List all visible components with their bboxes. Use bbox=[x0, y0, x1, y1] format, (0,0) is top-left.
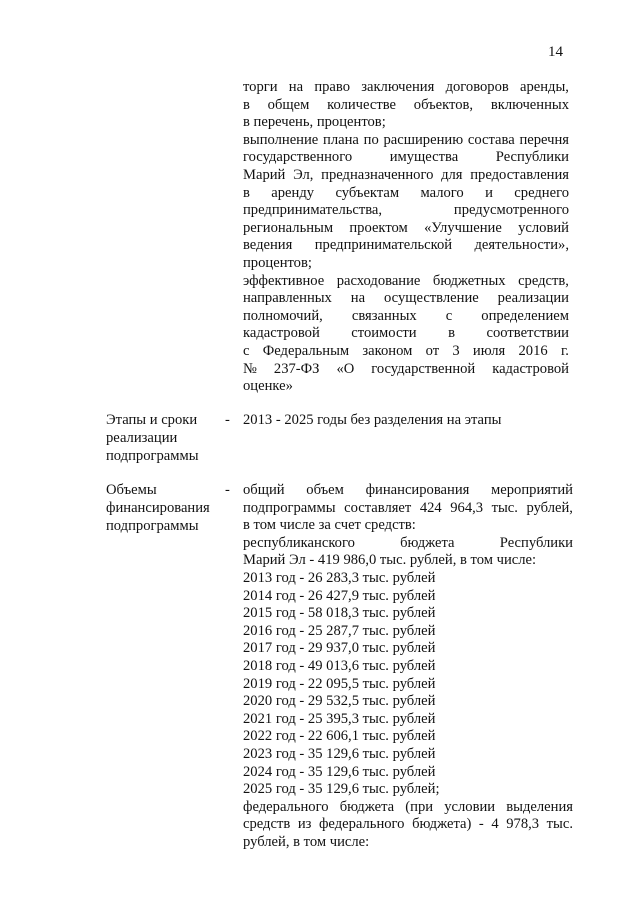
word: с bbox=[243, 343, 250, 359]
word: включенных bbox=[490, 96, 569, 113]
text-line: оценке» bbox=[243, 378, 293, 395]
word: Марий bbox=[243, 167, 286, 183]
word: 2016 bbox=[518, 343, 548, 359]
word: осуществление bbox=[384, 290, 479, 307]
word: 424 bbox=[419, 499, 442, 516]
word: «Улучшение bbox=[424, 219, 502, 236]
text-line bbox=[243, 308, 569, 326]
word: Федеральным bbox=[262, 343, 350, 359]
word: предпринимательства, bbox=[243, 202, 383, 219]
word: (при bbox=[405, 798, 434, 815]
text-line: процентов; bbox=[243, 255, 312, 271]
word: бюджета bbox=[339, 798, 395, 815]
word: региональным bbox=[243, 219, 334, 236]
financing-line: 2024 год - 35 129,6 тыс. рублей bbox=[243, 763, 436, 780]
financing-dash: - bbox=[225, 482, 230, 498]
word: 964,3 bbox=[450, 499, 484, 516]
stages-value: 2013 - 2025 годы без разделения на этапы bbox=[243, 412, 502, 428]
stages-label-line: подпрограммы bbox=[106, 448, 199, 464]
word: торги bbox=[243, 79, 278, 95]
word: предпринимательской bbox=[314, 237, 453, 254]
word: тыс. bbox=[546, 816, 573, 833]
text-line bbox=[243, 167, 569, 185]
word: определением bbox=[481, 307, 569, 324]
word: № bbox=[243, 360, 257, 377]
word: мероприятий bbox=[491, 482, 573, 498]
word: составляет bbox=[344, 499, 412, 516]
word: предоставления bbox=[470, 167, 569, 183]
word: - bbox=[478, 816, 484, 833]
financing-line bbox=[243, 482, 573, 500]
word: право bbox=[314, 79, 350, 95]
word: 978,3 bbox=[506, 816, 540, 833]
word: аренды, bbox=[520, 79, 569, 95]
word: плана bbox=[323, 131, 359, 148]
word: «О bbox=[336, 360, 355, 377]
text-line: в перечень, процентов; bbox=[243, 114, 386, 131]
word: договоров bbox=[445, 79, 509, 95]
financing-line bbox=[243, 535, 573, 553]
financing-line bbox=[243, 799, 573, 817]
word: состава bbox=[467, 131, 515, 148]
text-line bbox=[243, 220, 569, 238]
text-line bbox=[243, 79, 569, 97]
text-line bbox=[243, 273, 569, 291]
word: соответствии bbox=[486, 325, 569, 342]
word: субъектам bbox=[335, 184, 400, 201]
text-line bbox=[243, 290, 569, 308]
financing-label-line: финансирования bbox=[106, 500, 210, 516]
word: предназначенного bbox=[321, 167, 434, 183]
word: перечня bbox=[519, 131, 569, 148]
word: расходование bbox=[336, 272, 421, 289]
word: республиканского bbox=[243, 534, 355, 551]
word: по bbox=[363, 131, 379, 148]
financing-label-line: подпрограммы bbox=[106, 518, 199, 534]
word: законом bbox=[362, 343, 413, 359]
financing-line: 2025 год - 35 129,6 тыс. рублей; bbox=[243, 781, 440, 798]
word: от bbox=[425, 343, 440, 359]
word: Республики bbox=[495, 149, 569, 166]
financing-line: 2014 год - 26 427,9 тыс. рублей bbox=[243, 587, 436, 604]
financing-line bbox=[243, 500, 573, 518]
word: общий bbox=[243, 482, 285, 498]
word: в bbox=[243, 96, 250, 113]
word: для bbox=[441, 167, 463, 183]
word: средств bbox=[243, 816, 291, 833]
financing-line: 2017 год - 29 937,0 тыс. рублей bbox=[243, 640, 436, 657]
word: г. bbox=[560, 343, 569, 359]
word: малого bbox=[420, 184, 464, 201]
stages-label-line: Этапы и сроки bbox=[106, 412, 198, 428]
word: условий bbox=[518, 219, 569, 236]
word: объектов, bbox=[413, 96, 474, 113]
text-line bbox=[243, 325, 569, 343]
financing-line: 2013 год - 26 283,3 тыс. рублей bbox=[243, 570, 436, 586]
word: бюджета bbox=[400, 534, 455, 551]
word: кадастровой bbox=[492, 360, 569, 377]
financing-line: 2018 год - 49 013,6 тыс. рублей bbox=[243, 658, 436, 674]
word: бюджетных bbox=[432, 272, 506, 289]
text-line bbox=[243, 185, 569, 203]
word: полномочий, bbox=[243, 307, 323, 324]
word: бюджета) bbox=[412, 816, 472, 833]
financing-line: Марий Эл - 419 986,0 тыс. рублей, в том числе: bbox=[243, 552, 537, 569]
word: на bbox=[350, 290, 366, 307]
word: июля bbox=[472, 343, 506, 359]
word: государственного bbox=[243, 149, 353, 166]
word: тыс. bbox=[491, 499, 518, 516]
word: общем bbox=[267, 96, 310, 113]
word: 4 bbox=[491, 816, 499, 833]
financing-line: 2016 год - 25 287,7 тыс. рублей bbox=[243, 622, 436, 639]
word: подпрограммы bbox=[243, 499, 336, 516]
word: предусмотренного bbox=[453, 202, 569, 219]
word: на bbox=[288, 79, 304, 95]
page-number: 14 bbox=[548, 44, 563, 60]
word: рублей, bbox=[526, 499, 573, 516]
word: кадастровой bbox=[243, 325, 320, 342]
word: средств, bbox=[518, 272, 569, 289]
word: связанных bbox=[351, 307, 417, 324]
word: среднего bbox=[514, 184, 569, 201]
word: выделения bbox=[506, 798, 573, 815]
word: и bbox=[485, 184, 493, 201]
text-line bbox=[243, 343, 569, 361]
word: государственной bbox=[371, 360, 476, 377]
word: Эл, bbox=[293, 167, 314, 183]
text-line bbox=[243, 132, 569, 150]
word: расширению bbox=[383, 131, 464, 148]
stages-label-line: реализации bbox=[106, 430, 178, 446]
financing-line: 2023 год - 35 129,6 тыс. рублей bbox=[243, 746, 436, 762]
word: имущества bbox=[389, 149, 459, 166]
stages-dash: - bbox=[225, 412, 230, 428]
financing-line: 2021 год - 25 395,3 тыс. рублей bbox=[243, 710, 436, 727]
financing-label-line: Объемы bbox=[106, 482, 157, 498]
word: заключения bbox=[361, 79, 435, 95]
text-line bbox=[243, 97, 569, 115]
word: количестве bbox=[327, 96, 396, 113]
text-line bbox=[243, 237, 569, 255]
word: с bbox=[445, 307, 453, 324]
word: объем bbox=[306, 482, 344, 498]
word: Республики bbox=[499, 534, 573, 551]
word: ведения bbox=[243, 237, 293, 254]
word: деятельности», bbox=[474, 237, 569, 254]
word: условии bbox=[444, 798, 496, 815]
text-line bbox=[243, 149, 569, 167]
text-line bbox=[243, 361, 569, 379]
financing-line: в том числе за счет средств: bbox=[243, 517, 416, 534]
word: проектом bbox=[349, 219, 408, 236]
financing-line: 2022 год - 22 606,1 тыс. рублей bbox=[243, 728, 436, 745]
financing-line: 2020 год - 29 532,5 тыс. рублей bbox=[243, 693, 436, 710]
word: в bbox=[448, 325, 456, 342]
word: эффективное bbox=[243, 272, 325, 289]
word: 3 bbox=[452, 343, 460, 359]
word: финансирования bbox=[365, 482, 470, 498]
financing-line: 2019 год - 22 095,5 тыс. рублей bbox=[243, 675, 436, 692]
financing-line bbox=[243, 816, 573, 834]
word: направленных bbox=[243, 290, 332, 307]
financing-line: 2015 год - 58 018,3 тыс. рублей bbox=[243, 605, 436, 622]
word: федерального bbox=[243, 798, 329, 815]
word: 237-ФЗ bbox=[273, 360, 320, 377]
word: стоимости bbox=[351, 325, 417, 342]
word: реализации bbox=[497, 290, 569, 307]
word: аренду bbox=[271, 184, 315, 201]
word: выполнение bbox=[243, 131, 319, 148]
word: федерального bbox=[318, 816, 405, 833]
financing-line: рублей, в том числе: bbox=[243, 834, 370, 850]
text-line bbox=[243, 202, 569, 220]
word: в bbox=[243, 184, 250, 201]
word: из bbox=[297, 816, 312, 833]
